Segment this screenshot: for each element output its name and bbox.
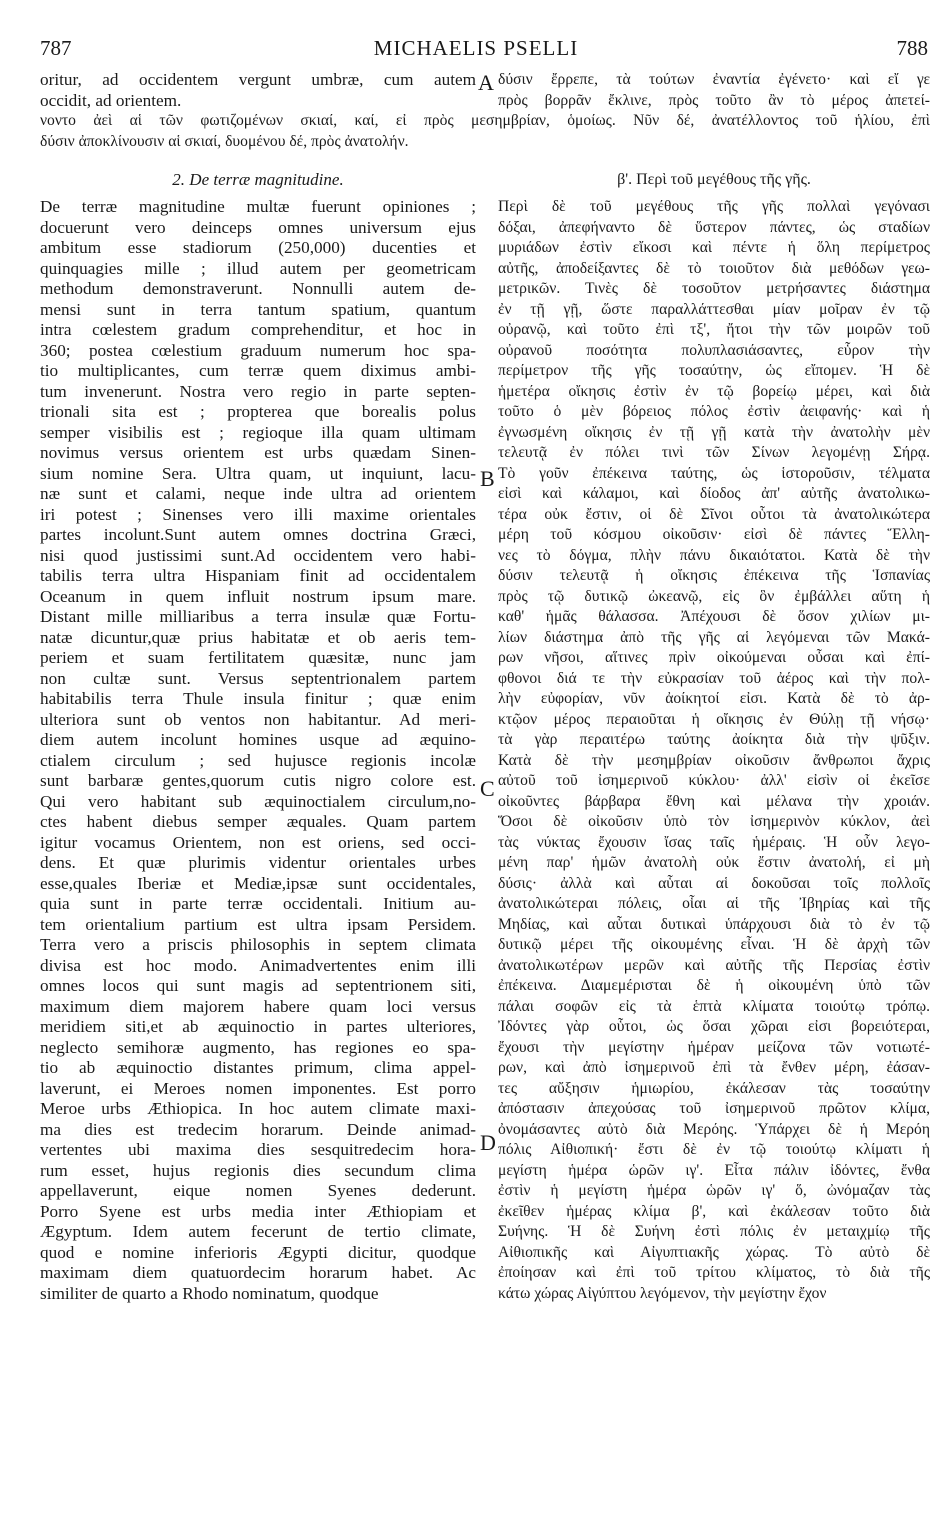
latin-line: quinquagies mille ; illud autem per geometricam <box>40 258 476 278</box>
section-marker-d: D <box>480 1130 496 1155</box>
page-number-right: 788 <box>896 36 928 60</box>
latin-line: meridiem siti,et ab æquinoctio in partes ulteriores, <box>40 1017 476 1036</box>
greek-line: Ὅσοι δὲ οἰκοῦσιν ὑπὸ τὸν ἰσημερινὸν κύκλον, ἀεὶ <box>498 813 930 830</box>
greek-line: φθονοι διά τε τὴν εὐκρασίαν τοῦ ἀέρος καὶ τὴν πολ- <box>498 669 930 687</box>
latin-line: ma dies est tredecim horarum. Deinde animad- <box>40 1119 476 1139</box>
latin-line: nisi quod justissimi sunt.Ad occidentem vero habi- <box>40 545 476 565</box>
greek-line: περίμετρον τῆς γῆς τοσαύτην, ὡς εἴπομεν. Ἡ δὲ <box>498 362 930 379</box>
latin-line: vertentes ubi maxima dies sesquitredecim hora- <box>40 1140 476 1159</box>
latin-line: maximam diem quatuordecim horarum habet. Ac <box>40 1263 476 1282</box>
latin-line: trionali sita est ; propterea que borealis polus <box>40 402 476 421</box>
latin-line: rum esset, hujus regionis dies secundum clima <box>40 1160 476 1180</box>
greek-line: ἐποίησαν καὶ ἐπὶ τοῦ τρίτου κλίματος, τὸ διὰ τῆς <box>498 1264 930 1281</box>
intro-latin <box>40 70 476 111</box>
greek-line: ρων, καὶ ἀπὸ ἰσημερινοῦ ἐπὶ τὰ ἔνθεν μέρη, ἐάσαν- <box>498 1059 930 1076</box>
greek-line: αὐτῆς, ἀποδείξαντες δὲ τὸ τοιοῦτον διὰ μεθόδων γεω- <box>498 259 930 277</box>
greek-line: δυτικῷ μέρει τῆς οἰκουμένης εἶναι. Ἡ δὲ ἀρχὴ τῶν <box>498 936 930 953</box>
latin-column <box>40 168 476 1304</box>
greek-line: ἔχουσι τὴν μεγίστην ἡμέραν μείζονα τῶν νοτιωτέ- <box>498 1038 930 1056</box>
greek-line: ἀνατολικωτέρων μερῶν καὶ αὐτῆς τῆς Περσίας ἐστὶν <box>498 956 930 974</box>
intro-greek-full-line: δύσιν ἀποκλίνουσιν αἱ σκιαί, δυομένου δέ, πρὸς ἀνατολήν. <box>40 132 409 150</box>
greek-line: κάτω χώρας Αἰγύπτου λεγόμενον, τὴν μεγίστην ἔχον <box>498 1284 827 1302</box>
section-marker-b: B <box>480 466 495 491</box>
latin-line: non cultæ sunt. Versus septentrionalem partem <box>40 668 476 688</box>
greek-line: ἐκεῖθεν ἡμέρας κλίμα β', καὶ ἐκάλεσαν τοῦτο διὰ <box>498 1202 930 1220</box>
greek-line: μέρη τοῦ κόσμου οἰκοῦσιν· εἰσὶ δὲ πάντες Ἕλλη- <box>498 526 930 543</box>
greek-line: δόξαι, ἀπεφήναντο δὲ ὕστερον πάντες, ὡς σταδίων <box>498 218 930 236</box>
greek-line: δύσις· ἀλλὰ καὶ αὗται αἱ δοκοῦσαι τοῖς πολλοῖς <box>498 874 930 892</box>
greek-line: τελευτᾷ ἐν πόλει τινὶ τῶν Σίνων λεγομένῃ Σήρᾳ. <box>498 444 930 461</box>
latin-line: sium nomine Sera. Ultra quam, ut inquiunt, lacu- <box>40 463 476 483</box>
latin-section-heading: 2. De terræ magnitudine. <box>172 170 344 189</box>
latin-line: Porro Syene est urbs media inter Æthiopiam et <box>40 1201 476 1221</box>
latin-line: habitabilis terra Thule insula finitur ; quæ enim <box>40 689 476 708</box>
latin-line: periem et suam fertilitatem quæsitæ, nunc jam <box>40 648 476 667</box>
latin-line: mensi sunt in terra tantum spatium, quantum <box>40 299 476 319</box>
greek-line: ρων νῆσοι, αἵτινες πρὶν οἰκούμεναι οὖσαι καὶ ἐπί- <box>498 649 930 666</box>
latin-line: ambitum esse stadiorum (250,000) ducenties et <box>40 238 476 257</box>
latin-line: methodum demonstraverunt. Nonnulli autem de- <box>40 279 476 298</box>
latin-line: appellaverunt, eique nomen Syenes dederunt. <box>40 1181 476 1200</box>
greek-line: πρὸς τῷ δυτικῷ ὠκεανῷ, εἰς ὃν ἐμβάλλει αὕτη ἡ <box>498 587 930 605</box>
latin-line: tio ab æquinoctio distantes primum, clima appel- <box>40 1058 476 1077</box>
greek-section-heading: β'. Περὶ τοῦ μεγέθους τῆς γῆς. <box>617 171 811 188</box>
latin-line: tem orientalium partium est ultra ipsam Persidem. <box>40 914 476 934</box>
latin-line: partes incolunt.Sunt autem omnes doctrina Græci, <box>40 525 476 544</box>
latin-line: intra cœlestem gradum comprehenditur, et hoc in <box>40 320 476 339</box>
latin-line: igitur vocamus Orientem, non est oriens, sed occi- <box>40 832 476 852</box>
greek-line: αὐτοῦ τοῦ ἰσημερινοῦ κύκλου· ἀλλ' εἰσὶν οἱ ἐκεῖσε <box>498 772 930 789</box>
latin-line: quia sunt in parte terræ occidentali. Initium au- <box>40 894 476 913</box>
greek-line: τέρα οὐκ ἔστιν, οἱ δὲ Σῖνοι οὗτοι τὰ ἀνατολικώτερα <box>498 505 930 523</box>
greek-line: οἰκοῦντες βάρβαρα ἔθνη καὶ μέλανα τὴν χροιάν. <box>498 792 930 810</box>
latin-line: natæ dicuntur,quæ prius habitatæ et ob aeris tem- <box>40 627 476 647</box>
latin-line: ctes habent diebus semper æquales. Quam partem <box>40 812 476 831</box>
latin-line: Meroe urbs Æthiopica. In hoc autem climate maxi- <box>40 1099 476 1118</box>
latin-line: tabilis terra ultra Hispaniam finit ad occidentalem <box>40 566 476 585</box>
greek-line: Τὸ γοῦν ἐπέκεινα ταύτης, ὡς ἱστοροῦσιν, τέλματα <box>498 464 930 482</box>
page-number-left: 787 <box>40 36 72 60</box>
intro-greek-full-line: νοντο ἀεὶ αἱ τῶν φωτιζομένων σκιαί, καί, εἰ πρὸς μεσημβρίαν, ὁμοίως. Νῦν δέ, ἀνατέλλοντος τοῦ ἡλίου, ἐπὶ <box>40 112 930 129</box>
greek-line: μυριάδων ἐστὶν εἴκοσι καὶ πέντε ἡ ὅλη περίμετρος <box>498 239 930 256</box>
latin-line: Oceanum in quem influit nostrum ipsum mare. <box>40 586 476 606</box>
latin-line: dens. Et quæ plurimis videntur orientales urbes <box>40 853 476 872</box>
greek-line: ἡμετέρα οἴκησις ἐστὶν ἐν τῷ βορείῳ μέρει, καὶ διὰ <box>498 382 930 400</box>
latin-line: Ægyptum. Idem autem fecerunt de tertio climate, <box>40 1222 476 1241</box>
greek-line: κτῷον μέρος περαιοῦται ἡ οἴκησις ἐν Θύλῃ τῇ νήσῳ· <box>498 710 930 728</box>
greek-line: ὀνομάσαντες αὐτὸ διὰ Μερόης. Ὑπάρχει δὲ ἡ Μερόη <box>498 1120 930 1138</box>
latin-line: neglecto semihoræ augmento, has regiones eo spa- <box>40 1037 476 1057</box>
latin-line: næ sunt et calami, neque inde ultra ad orientem <box>40 484 476 503</box>
greek-column <box>498 168 930 1304</box>
greek-line: πόλις Αἰθιοπική· ἔστι δὲ ἐν τῷ τοιούτῳ κλίματι ἡ <box>498 1141 930 1158</box>
intro-greek-line: δύσιν ἔρρεπε, τὰ τούτων ἐναντία ἐγένετο· καὶ εἴ γε <box>498 71 930 88</box>
intro-latin-line: oritur, ad occidentem vergunt umbræ, cum autem <box>40 70 476 89</box>
latin-line: ulteriora sunt ob ventos non habitantur. Ad meri- <box>40 709 476 729</box>
greek-line: λὴν εὐφορίαν, νῦν ἀοίκητοί εἰσι. Κατὰ δὲ τὸ ἀρ- <box>498 690 930 707</box>
latin-line: similiter de quarto a Rhodo nominatum, quodque <box>40 1283 379 1303</box>
greek-line: Κατὰ δὲ τὴν μεσημβρίαν οἰκοῦσιν ἄνθρωποι ἄχρις <box>498 751 930 769</box>
latin-line: Terra vero a priscis philosophis in septem climata <box>40 935 476 954</box>
greek-line: Συήνης. Ἡ δὲ Συήνη ἐστὶ πόλις ἐν μεταιχμίῳ τῆς <box>498 1223 930 1240</box>
greek-line: μεγίστη ἡμέρα ὡρῶν ιγ'. Εἶτα πάλιν ἰδόντες, ἔνθα <box>498 1161 930 1179</box>
latin-line: novimus versus orientem est urbs quædam Sinen- <box>40 443 476 462</box>
section-marker-a: A <box>478 70 494 95</box>
greek-line: λίων διάστημα ἀπὸ τῆς γῆς αἱ λεγόμεναι τῶν Μακά- <box>498 628 930 646</box>
greek-line: τες αὔξησιν ἡμιωρίου, ἐκάλεσαν τὰς τοσαύτην <box>498 1079 930 1097</box>
greek-line: Περὶ δὲ τοῦ μεγέθους τῆς γῆς πολλαὶ γεγόνασι <box>498 198 930 215</box>
latin-line: tio multiplicantes, cum terræ quem diximus ambi- <box>40 361 476 380</box>
latin-line: quod e nomine inferioris Ægypti dicitur, quodque <box>40 1242 476 1262</box>
latin-line: diem autem incolunt homines usque ad æquino- <box>40 730 476 749</box>
intro-greek <box>498 70 930 111</box>
greek-line: οὐρανῷ, καὶ τοῦτο ἐπὶ τξ', ἤτοι τὴν τῶν μοιρῶν τοῦ <box>498 321 930 338</box>
greek-line: ἐν τῇ γῇ, ὥστε παραλλάττεσθαι μίαν μοῖραν ἐν τῷ <box>498 300 930 318</box>
intro-greek-full <box>40 111 930 152</box>
latin-line: esse,quales Iberiæ et Mediæ,ipsæ sunt occidentales, <box>40 873 476 893</box>
latin-line: Qui vero habitant sub æquinoctialem circulum,no- <box>40 791 476 811</box>
greek-line: τοῦτο ὁ μὲν βόρειος πόλος ἐστὶν ἀειφανής· καὶ ἡ <box>498 403 930 420</box>
greek-line: ἐστὶν ἡ μεγίστη ἡμέρα ὡρῶν ιγ' ὅ, ὠνόμαζαν τὰς <box>498 1182 930 1199</box>
latin-line: tum invenerunt. Nostra vero regio in parte septen- <box>40 381 476 401</box>
running-title: MICHAELIS PSELLI <box>373 36 579 60</box>
greek-line: δύσιν τελευτᾷ ἡ οἴκησις ἐπέκεινα τῆς Ἱσπανίας <box>498 567 930 584</box>
latin-line: De terræ magnitudine multæ fuerunt opiniones ; <box>40 197 476 216</box>
greek-line: τὰς νύκτας ἔχουσιν ἴσας ταῖς ἡμέραις. Ἡ οὖν λεγο- <box>498 833 930 851</box>
intro-greek-line: πρὸς βορρᾶν ἔκλινε, πρὸς τοῦτο ἂν τὸ μέρος ἀπετεί- <box>498 91 930 109</box>
greek-line: ἀνατολικώτεραι πόλεις, οἷαι αἱ τῆς Ἰβηρίας καὶ τῆς <box>498 895 930 912</box>
latin-line: docuerunt vero deinceps omnes universum ejus <box>40 217 476 237</box>
greek-line: Αἰθιοπικῆς καὶ Αἰγυπτιακῆς χώρας. Τὸ αὐτὸ δὲ <box>498 1243 930 1261</box>
latin-line: sunt barbaræ gentes,quorum cutis nigro colore est. <box>40 771 476 790</box>
latin-line: maximum diem majorem habere quam loci versus <box>40 996 476 1016</box>
greek-line: μένη παρ' ἡμῶν ἀνατολὴ οὐκ ἔστιν ἀνατολή, εἰ μὴ <box>498 854 930 871</box>
section-marker-c: C <box>480 776 495 801</box>
latin-line: omnes locos qui sunt magis ad septentrionem siti, <box>40 976 476 995</box>
greek-line: ἐπέκεινα. Διαμεμέρισται δὲ ἡ οἰκουμένη ὑπὸ τῶν <box>498 977 930 994</box>
greek-line: μετρικῶν. Τινὲς δὲ τοσοῦτον μετρήσαντες διάστημα <box>498 280 930 297</box>
intro-latin-line: occidit, ad orientem. <box>40 90 182 110</box>
latin-line: 360; postea cœlestium graduum numerum hoc spa- <box>40 340 476 360</box>
latin-line: ctialem circulum ; sed hujusce regionis incolæ <box>40 750 476 770</box>
greek-line: Ἰδόντες γὰρ οὗτοι, ὡς ὅσαι χῶραι εἰσι βορειότεραι, <box>498 1018 930 1035</box>
latin-line: Distant mille milliaribus a terra insulæ quæ Fortu- <box>40 607 476 626</box>
greek-line: Μηδίας, καὶ αὗται δυτικαὶ ὑπάρχουσι διὰ τὸ ἐν τῷ <box>498 915 930 933</box>
greek-line: τὰ γὰρ περαιτέρω ταύτης ἀοίκητα διὰ τὴν ψῦξιν. <box>498 731 930 748</box>
latin-line: semper visibilis est ; regioque illa quam ultimam <box>40 422 476 442</box>
greek-line: πάλαι σοφῶν εἰς τὰ ἑπτὰ κλίματα τοιούτῳ τρόπῳ. <box>498 997 930 1015</box>
greek-line: νες τὸ δόγμα, πλὴν πάνυ δικαιότατοι. Κατὰ δὲ τὴν <box>498 546 930 564</box>
greek-line: ἀπόστασιν ἀπεχούσας τοῦ ἰσημερινοῦ πρῶτον κλίμα, <box>498 1100 930 1117</box>
page-header <box>0 36 952 66</box>
greek-line: οὐρανοῦ ποσότητα πολυπλασιάσαντες, εὗρον τὴν <box>498 341 930 359</box>
greek-line: ἐγνωσμένη οἴκησις ἐν τῇ γῇ κατὰ τὴν ἀνατολὴν μὲν <box>498 423 930 441</box>
greek-line: εἰσὶ καὶ κάλαμοι, καὶ δίοδος ἀπ' αὐτῆς ἀνατολικω- <box>498 485 930 502</box>
latin-line: divisa est hoc modo. Animadvertentes enim illi <box>40 955 476 975</box>
latin-line: laverunt, ei Meroes nomen imponentes. Est porro <box>40 1078 476 1098</box>
latin-line: iri potest ; Sinenses vero illi maxime orientales <box>40 504 476 524</box>
greek-line: καθ' ἡμᾶς θάλασσα. Ἀπέχουσι δὲ ὅσον χιλίων μι- <box>498 608 930 625</box>
